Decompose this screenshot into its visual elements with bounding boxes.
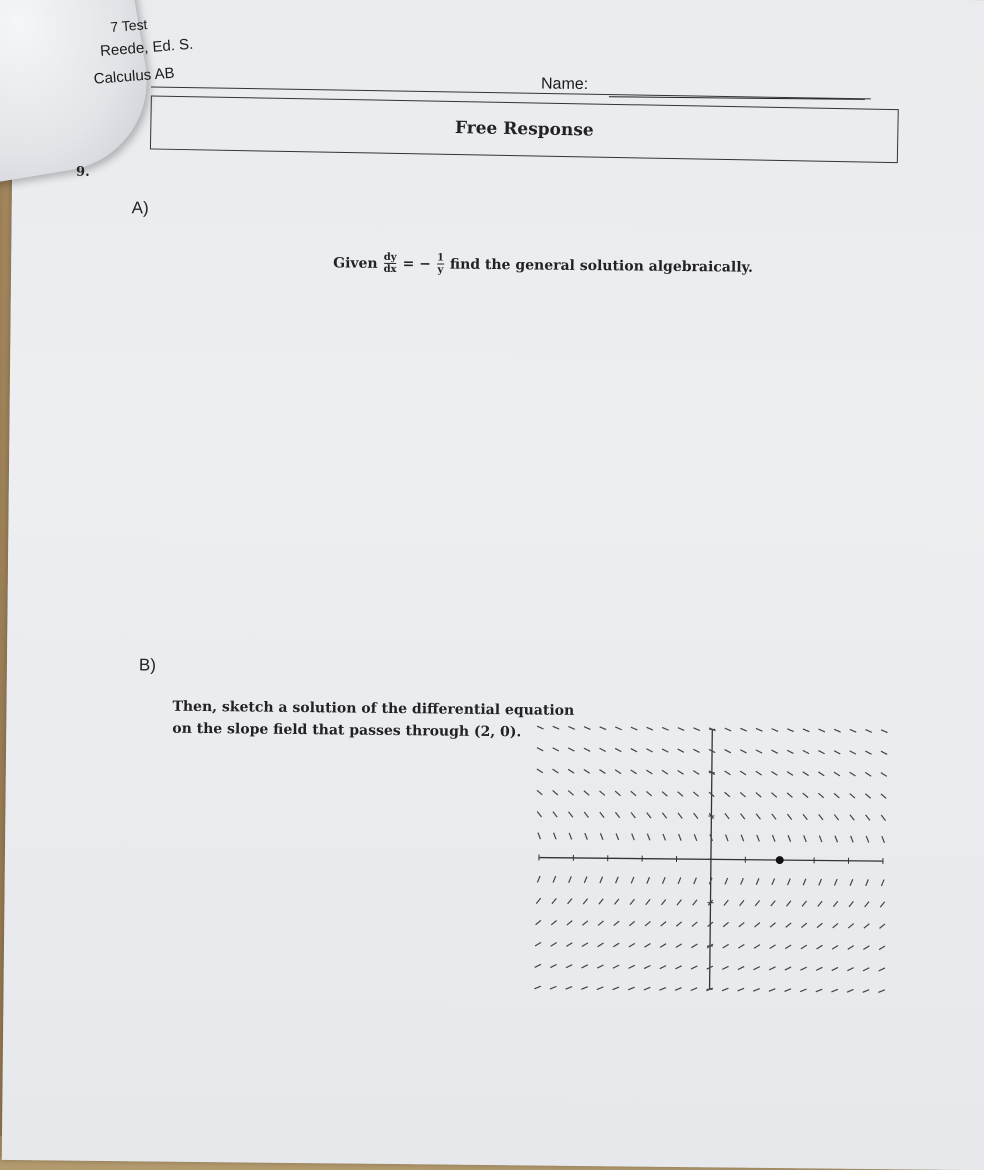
given-word: Given (333, 255, 378, 271)
slope-segment (553, 726, 559, 729)
slope-segment (693, 900, 697, 906)
slope-segment (660, 944, 666, 948)
slope-segment (614, 899, 618, 905)
slope-segment (772, 814, 776, 820)
slope-segment (615, 812, 619, 818)
slope-segment (568, 726, 574, 729)
slope-segment (850, 794, 855, 799)
slope-segment (663, 834, 666, 841)
slope-segment (678, 792, 683, 797)
slope-segment (599, 770, 605, 774)
slope-segment (537, 876, 540, 883)
slope-segment (881, 880, 884, 887)
slope-segment (676, 922, 681, 927)
slope-segment (631, 877, 634, 884)
part-b-line-1: Then, sketch a solution of the differential equation (172, 696, 574, 722)
slope-segment (740, 814, 744, 820)
slope-segment (769, 989, 775, 992)
slope-segment (537, 790, 542, 795)
slope-segment (662, 727, 668, 730)
slope-segment (600, 833, 603, 840)
slope-segment (803, 772, 809, 776)
slope-segment (725, 750, 731, 753)
slope-segment (881, 773, 887, 777)
slope-segment (553, 876, 556, 883)
slope-segment (615, 770, 621, 774)
slope-segment (536, 920, 541, 925)
frac-den: y (437, 264, 443, 275)
slope-segment (865, 902, 869, 908)
slope-segment (866, 836, 869, 843)
slope-segment (614, 921, 619, 926)
slope-segment (582, 943, 588, 947)
slope-segment (566, 986, 572, 989)
slope-segment (692, 922, 697, 927)
slope-segment (785, 989, 791, 992)
slope-segment (599, 748, 605, 751)
slope-segment (568, 898, 572, 904)
slope-segment (832, 967, 838, 970)
slope-segment (864, 924, 869, 929)
slope-segment (723, 922, 728, 927)
slope-segment (693, 728, 699, 731)
slope-segment (691, 944, 697, 948)
slope-segment (629, 943, 635, 947)
slope-segment (645, 921, 650, 926)
slope-segment (534, 986, 540, 989)
part-b-label: B) (139, 655, 156, 675)
dy-dx-fraction (384, 252, 397, 275)
slope-segment (599, 899, 603, 905)
slope-segment (538, 833, 541, 840)
slope-segment (754, 945, 760, 949)
slope-segment (787, 750, 793, 753)
slope-segment (865, 794, 870, 799)
slope-segment (834, 729, 840, 732)
slope-segment (771, 771, 777, 775)
slope-segment (803, 879, 806, 886)
part-a-label: A) (132, 198, 149, 218)
slope-segment (803, 793, 808, 798)
slope-segment (754, 923, 759, 928)
slope-segment (647, 834, 650, 841)
slope-segment (631, 791, 636, 796)
slope-segment (850, 879, 853, 886)
slope-segment (693, 749, 699, 752)
slope-segment (613, 987, 619, 990)
slope-segment (646, 749, 652, 752)
slope-segment (803, 750, 809, 753)
slope-segment (631, 749, 637, 752)
slope-segment (661, 899, 665, 905)
slope-segment (804, 835, 807, 842)
slope-segment (566, 943, 572, 947)
slope-segment (675, 966, 681, 969)
slope-segment (881, 730, 887, 733)
slope-segment (832, 945, 838, 949)
slope-segment (787, 814, 791, 820)
slope-segment (786, 901, 790, 907)
slope-segment (785, 967, 791, 970)
slope-segment (770, 945, 776, 949)
slope-segment (818, 901, 822, 907)
slope-segment (662, 813, 666, 819)
slope-segment (850, 815, 854, 821)
slope-segment (631, 812, 635, 818)
slope-segment (550, 964, 556, 967)
slope-segment (694, 813, 698, 819)
slope-segment (725, 835, 728, 842)
slope-segment (551, 942, 557, 946)
slope-segment (535, 942, 541, 946)
section-title-box (150, 95, 899, 163)
slope-segment (880, 902, 884, 908)
slope-segment (787, 793, 792, 798)
slope-segment (567, 921, 572, 926)
slope-segment (615, 791, 620, 796)
slope-segment (632, 834, 635, 841)
slope-segment (787, 729, 793, 732)
part-b-line-2: on the slope field that passes through (2, 0). (172, 718, 574, 744)
slope-segment (756, 793, 761, 798)
slope-segment (817, 923, 822, 928)
slope-segment (722, 966, 728, 969)
section-title: Free Response (455, 118, 594, 141)
part-a-prompt (333, 251, 753, 278)
header-test-title: 7 Test (110, 16, 148, 35)
slope-segment (662, 792, 667, 797)
slope-segment (584, 727, 590, 730)
slope-segment (850, 772, 856, 776)
slope-segment (537, 726, 543, 729)
slope-segment (694, 834, 697, 841)
slope-segment (880, 924, 885, 929)
slope-segment (613, 965, 619, 968)
slope-segment (693, 792, 698, 797)
slope-segment (865, 730, 871, 733)
slope-segment (569, 833, 572, 840)
slope-segment (631, 770, 637, 774)
slope-segment (537, 769, 543, 773)
slope-segment (755, 900, 759, 906)
slope-segment (678, 813, 682, 819)
slope-segment (865, 751, 871, 754)
slope-segment (613, 943, 619, 947)
slope-segment (660, 966, 666, 969)
slope-segment (850, 729, 856, 732)
slope-segment (816, 945, 822, 949)
slope-segment (568, 769, 574, 773)
slope-segment (788, 879, 791, 886)
point-2-0 (776, 856, 784, 864)
slope-segment (647, 813, 651, 819)
slope-segment (803, 814, 807, 820)
slope-segment (772, 835, 775, 842)
slope-segment (816, 967, 822, 970)
slope-segment (678, 728, 684, 731)
slope-segment (598, 943, 604, 947)
slope-segment (597, 965, 603, 968)
slope-segment (801, 923, 806, 928)
slope-segment (851, 836, 854, 843)
slope-segment (678, 770, 684, 774)
slope-segment (863, 968, 869, 971)
slope-segment (756, 750, 762, 753)
slope-segment (647, 877, 650, 884)
slope-segment (581, 987, 587, 990)
part-a-instruction: find the general solution algebraically. (450, 256, 753, 275)
slope-segment (834, 815, 838, 821)
slope-segment (600, 877, 603, 884)
slope-segment (583, 899, 587, 905)
slope-segment (881, 815, 885, 821)
slope-segment (881, 794, 886, 799)
equals-minus: = − (403, 256, 432, 272)
slope-segment (677, 900, 681, 906)
slope-segment (537, 811, 541, 817)
slope-segment (849, 901, 853, 907)
slope-segment (740, 771, 746, 775)
slope-segment (772, 729, 778, 732)
slope-segment (599, 791, 604, 796)
slope-segment (724, 900, 728, 906)
slope-segment (754, 967, 760, 970)
slope-segment (879, 968, 885, 971)
slope-segment (694, 878, 697, 885)
slope-segment (615, 748, 621, 751)
slope-segment (801, 945, 807, 949)
slope-segment (800, 989, 806, 992)
question-number: 9. (76, 165, 90, 180)
slope-segment (878, 990, 884, 993)
slope-segment (566, 965, 572, 968)
slope-segment (662, 877, 665, 884)
slope-segment (739, 922, 744, 927)
slope-segment (769, 967, 775, 970)
slope-segment (723, 944, 729, 948)
slope-segment (553, 812, 557, 818)
slope-segment (676, 944, 682, 948)
slope-segment (741, 835, 744, 842)
slope-segment (568, 791, 573, 796)
slope-segment (631, 727, 637, 730)
slope-segment (630, 899, 634, 905)
slope-segment (722, 988, 728, 991)
slope-segment (788, 835, 791, 842)
slope-segment (691, 988, 697, 991)
slope-segment (725, 813, 729, 819)
slope-segment (553, 790, 558, 795)
slope-segment (756, 771, 762, 775)
slope-segment (582, 921, 587, 926)
slope-segment (866, 815, 870, 821)
slope-segment (818, 751, 824, 754)
slope-segment (834, 879, 837, 886)
slope-segment (818, 793, 823, 798)
slope-segment (645, 943, 651, 947)
slope-segment (553, 833, 556, 840)
slope-segment (740, 900, 744, 906)
slope-segment (786, 923, 791, 928)
part-b-prompt (172, 696, 574, 744)
slope-segment (568, 748, 574, 751)
slope-segment (753, 988, 759, 991)
slope-segment (738, 944, 744, 948)
slope-segment (833, 901, 837, 907)
slope-segment (848, 924, 853, 929)
slope-segment (879, 946, 885, 950)
slope-segment (535, 964, 541, 967)
slope-segment (644, 965, 650, 968)
slope-segment (551, 920, 556, 925)
slope-segment (847, 989, 853, 992)
slope-segment (834, 772, 840, 776)
slope-segment (675, 988, 681, 991)
slope-segment (740, 728, 746, 731)
slope-segment (848, 946, 854, 950)
slope-segment (863, 990, 869, 993)
worksheet-page (2, 0, 984, 1170)
slope-segment (833, 923, 838, 928)
slope-segment (679, 834, 682, 841)
slope-segment (568, 812, 572, 818)
slope-segment (616, 877, 619, 884)
slope-segment (628, 987, 634, 990)
slope-segment (536, 898, 540, 904)
slope-segment (678, 877, 681, 884)
slope-segment (863, 946, 869, 950)
slope-segment (756, 814, 760, 820)
slope-segment (866, 879, 869, 886)
slope-segment (819, 814, 823, 820)
slope-segment (882, 836, 885, 843)
slope-segment (785, 945, 791, 949)
slope-segment (584, 791, 589, 796)
slope-segment (552, 898, 556, 904)
slope-segment (771, 750, 777, 753)
slope-segment (740, 792, 745, 797)
slope-segment (772, 878, 775, 885)
frac-dx: dx (384, 264, 397, 275)
slope-segment (771, 793, 776, 798)
slope-segment (725, 728, 731, 731)
slope-segment (616, 833, 619, 840)
slope-segment (724, 771, 730, 775)
header-course: Calculus AB (93, 65, 175, 88)
header-teacher: Reede, Ed. S. (99, 36, 193, 60)
frac-dy: dy (384, 252, 397, 263)
slope-segment (662, 770, 668, 774)
slope-segment (646, 899, 650, 905)
slope-segment (553, 769, 559, 773)
slope-segment (819, 729, 825, 732)
slope-segment (659, 987, 665, 990)
slope-segment (584, 769, 590, 773)
slope-segment (738, 966, 744, 969)
slope-segment (816, 989, 822, 992)
slope-segment (835, 836, 838, 843)
slope-segment (693, 771, 699, 775)
slope-segment (740, 750, 746, 753)
slope-segment (819, 879, 822, 886)
slope-segment (550, 986, 556, 989)
name-label: Name: (541, 76, 588, 94)
slope-segment (584, 876, 587, 883)
slope-segment (725, 792, 730, 797)
slope-segment (646, 791, 651, 796)
slope-segment (629, 921, 634, 926)
slope-segment (741, 878, 744, 885)
slope-segment (644, 987, 650, 990)
slope-segment (819, 836, 822, 843)
slope-segment (598, 921, 603, 926)
slope-segment (787, 772, 793, 776)
slope-segment (756, 878, 759, 885)
slope-segment (771, 901, 775, 907)
frac-num: 1 (437, 252, 444, 263)
slope-segment (628, 965, 634, 968)
slope-segment (738, 988, 744, 991)
slope-segment (834, 751, 840, 754)
slope-segment (569, 876, 572, 883)
slope-segment (600, 727, 606, 730)
slope-segment (615, 727, 621, 730)
slope-segment (881, 751, 887, 754)
slope-segment (662, 749, 668, 752)
slope-segment (818, 772, 824, 776)
one-over-y-fraction (437, 252, 444, 275)
slope-segment (850, 751, 856, 754)
slope-segment (757, 835, 760, 842)
slope-segment (831, 989, 837, 992)
slope-segment (802, 901, 806, 907)
slope-segment (584, 812, 588, 818)
slope-segment (678, 749, 684, 752)
slope-segment (847, 968, 853, 971)
slope-segment (537, 748, 543, 751)
slope-segment (800, 967, 806, 970)
slope-segment (585, 833, 588, 840)
slope-segment (646, 770, 652, 774)
slope-segment (834, 793, 839, 798)
slope-segment (691, 966, 697, 969)
slope-segment (582, 965, 588, 968)
slope-segment (600, 812, 604, 818)
slope-segment (597, 987, 603, 990)
slope-segment (647, 727, 653, 730)
slope-segment (725, 878, 728, 885)
slope-segment (770, 923, 775, 928)
slope-segment (553, 748, 559, 751)
slope-segment (756, 728, 762, 731)
slope-segment (865, 772, 871, 776)
slope-segment (661, 922, 666, 927)
slope-segment (803, 729, 809, 732)
slope-field-graph[interactable] (523, 717, 898, 1001)
slope-segment (584, 748, 590, 751)
